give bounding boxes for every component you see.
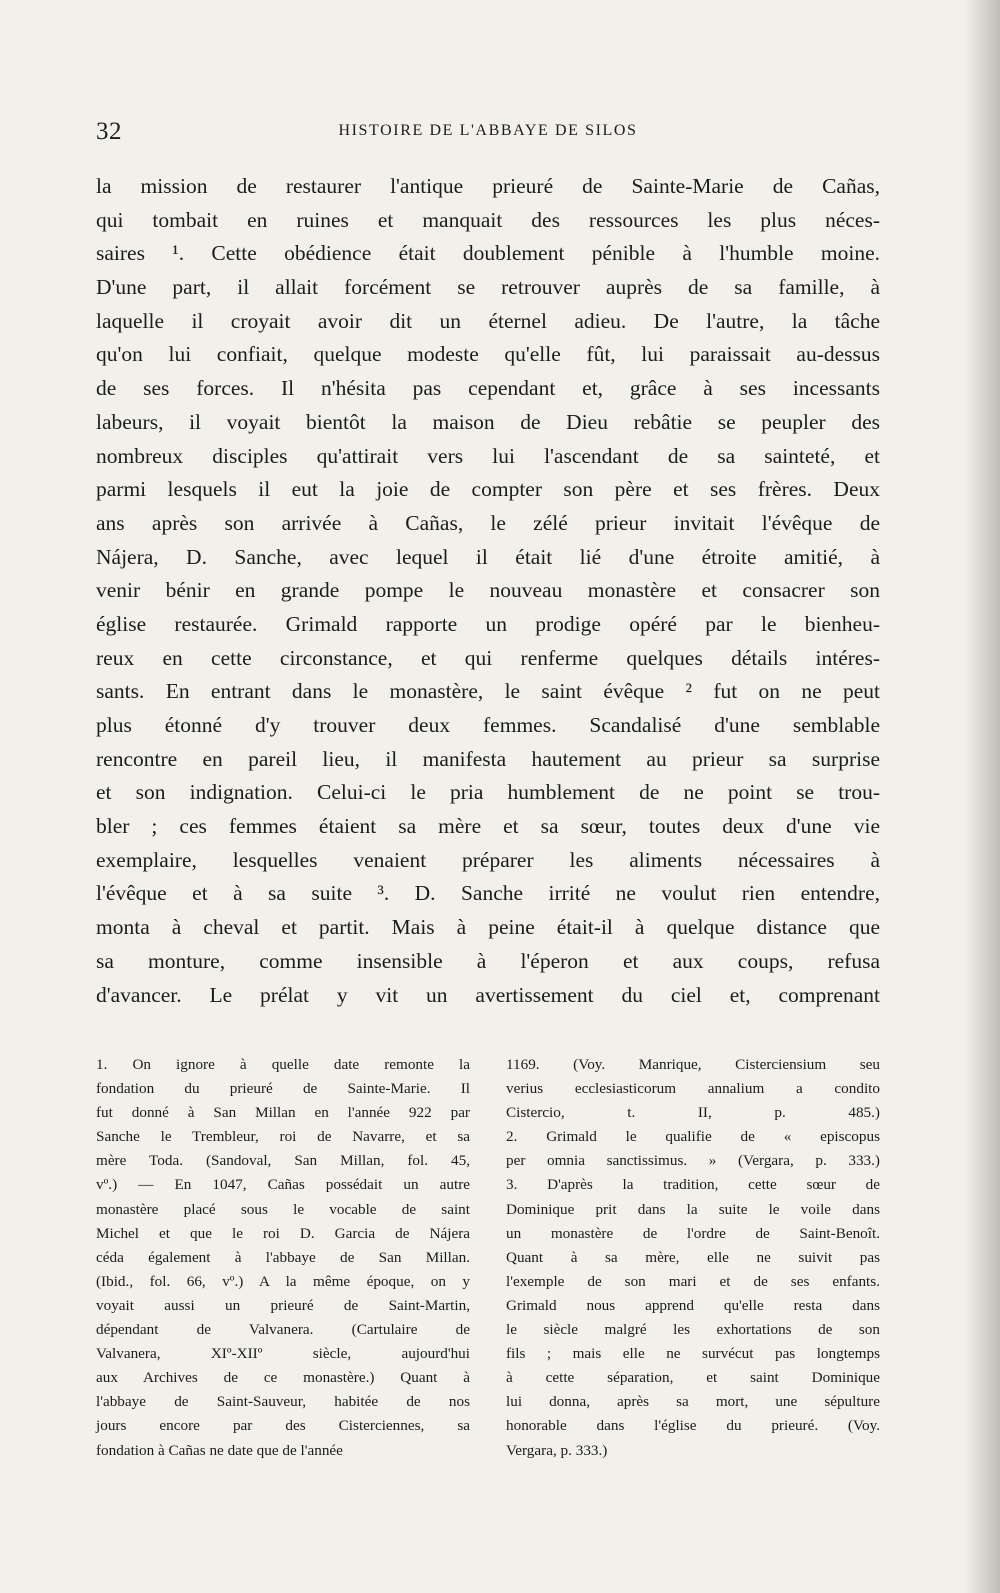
text-line: et son indignation. Celui-ci le pria humblement de ne point se trou- bbox=[96, 780, 880, 805]
footnote-line: l'exemple de son mari et de ses enfants. bbox=[506, 1272, 880, 1290]
text-line: église restaurée. Grimald rapporte un prodige opéré par le bienheu- bbox=[96, 611, 880, 636]
footnote-line: fondation à Cañas ne date que de l'année bbox=[96, 1441, 343, 1459]
footnotes-right-column bbox=[506, 1053, 880, 1463]
main-text bbox=[96, 170, 880, 1012]
page-number: 32 bbox=[96, 118, 122, 145]
running-header bbox=[96, 118, 880, 148]
footnote-line: lui donna, après sa mort, une sépulture bbox=[506, 1393, 880, 1411]
text-line: venir bénir en grande pompe le nouveau monastère et consacrer son bbox=[96, 578, 880, 603]
text-line: rencontre en pareil lieu, il manifesta hautement au prieur sa surprise bbox=[96, 746, 880, 771]
footnote-line: voyait aussi un prieuré de Saint-Martin, bbox=[96, 1296, 470, 1314]
text-line: nombreux disciples qu'attirait vers lui l'ascendant de sa sainteté, et bbox=[96, 443, 880, 468]
text-line: qui tombait en ruines et manquait des ressources les plus néces- bbox=[96, 207, 880, 232]
text-line: parmi lesquels il eut la joie de compter son père et ses frères. Deux bbox=[96, 477, 880, 502]
text-line: D'une part, il allait forcément se retrouver auprès de sa famille, à bbox=[96, 275, 880, 300]
footnote-line: fils ; mais elle ne survécut pas longtemps bbox=[506, 1345, 880, 1363]
footnote-line: per omnia sanctissimus. » (Vergara, p. 333.) bbox=[506, 1152, 880, 1170]
footnote-line: l'abbaye de Saint-Sauveur, habitée de nos bbox=[96, 1393, 470, 1411]
footnote-line: Sanche le Trembleur, roi de Navarre, et sa bbox=[96, 1128, 470, 1146]
footnote-line: le siècle malgré les exhortations de son bbox=[506, 1321, 880, 1339]
text-line: laquelle il croyait avoir dit un éternel adieu. De l'autre, la tâche bbox=[96, 308, 880, 333]
text-line: ans après son arrivée à Cañas, le zélé prieur invitait l'évêque de bbox=[96, 510, 880, 535]
footnote-line: honorable dans l'église du prieuré. (Voy. bbox=[506, 1417, 880, 1435]
footnote-line: 3. D'après la tradition, cette sœur de bbox=[506, 1176, 880, 1194]
text-line: de ses forces. Il n'hésita pas cependant et, grâce à ses incessants bbox=[96, 376, 880, 401]
text-line: labeurs, il voyait bientôt la maison de Dieu rebâtie se peupler des bbox=[96, 409, 880, 434]
footnote-line: à cette séparation, et saint Dominique bbox=[506, 1369, 880, 1387]
text-line: bler ; ces femmes étaient sa mère et sa sœur, toutes deux d'une vie bbox=[96, 814, 880, 839]
footnote-line: Grimald nous apprend qu'elle resta dans bbox=[506, 1296, 880, 1314]
text-line: sants. En entrant dans le monastère, le saint évêque ² fut on ne peut bbox=[96, 679, 880, 704]
text-line: sa monture, comme insensible à l'éperon et aux coups, refusa bbox=[96, 948, 880, 973]
footnote-line: (Ibid., fol. 66, vº.) A la même époque, on y bbox=[96, 1272, 470, 1290]
running-title: HISTOIRE DE L'ABBAYE DE SILOS bbox=[338, 122, 638, 139]
text-line: Nájera, D. Sanche, avec lequel il était lié d'une étroite amitié, à bbox=[96, 544, 880, 569]
footnote-line: Michel et que le roi D. Garcia de Nájera bbox=[96, 1224, 470, 1242]
footnote-line: 2. Grimald le qualifie de « episcopus bbox=[506, 1128, 880, 1146]
footnote-line: Quant à sa mère, elle ne suivit pas bbox=[506, 1248, 880, 1266]
text-line: la mission de restaurer l'antique prieuré de Sainte-Marie de Cañas, bbox=[96, 174, 880, 198]
footnote-line: dépendant de Valvanera. (Cartulaire de bbox=[96, 1321, 470, 1339]
text-line: l'évêque et à sa suite ³. D. Sanche irrité ne voulut rien entendre, bbox=[96, 881, 880, 906]
footnote-line: vº.) — En 1047, Cañas possédait un autre bbox=[96, 1176, 470, 1194]
text-line: exemplaire, lesquelles venaient préparer les aliments nécessaires à bbox=[96, 847, 880, 872]
footnote-line: Cistercio, t. II, p. 485.) bbox=[506, 1104, 880, 1122]
page-edge-shadow bbox=[964, 0, 1000, 1593]
footnote-line: Valvanera, XIº-XIIº siècle, aujourd'hui bbox=[96, 1345, 470, 1363]
footnote-line: céda également à l'abbaye de San Millan. bbox=[96, 1248, 470, 1266]
footnote-line: fondation du prieuré de Sainte-Marie. Il bbox=[96, 1080, 470, 1098]
text-line: d'avancer. Le prélat y vit un avertissement du ciel et, comprenant bbox=[96, 982, 880, 1007]
footnote-line: 1169. (Voy. Manrique, Cisterciensium seu bbox=[506, 1056, 880, 1073]
footnotes-left-column bbox=[96, 1053, 470, 1463]
footnote-line: un monastère de l'ordre de Saint-Benoît. bbox=[506, 1224, 880, 1242]
text-line: plus étonné d'y trouver deux femmes. Scandalisé d'une semblable bbox=[96, 713, 880, 737]
footnote-line: 1. On ignore à quelle date remonte la bbox=[96, 1056, 470, 1073]
footnote-line: aux Archives de ce monastère.) Quant à bbox=[96, 1369, 470, 1387]
footnote-line: Dominique prit dans la suite le voile dans bbox=[506, 1200, 880, 1218]
footnote-line: monastère placé sous le vocable de saint bbox=[96, 1200, 470, 1218]
text-line: monta à cheval et partit. Mais à peine était-il à quelque distance que bbox=[96, 915, 880, 940]
text-line: reux en cette circonstance, et qui renferme quelques détails intéres- bbox=[96, 645, 880, 670]
footnote-line: verius ecclesiasticorum annalium a condito bbox=[506, 1080, 880, 1098]
footnote-line: jours encore par des Cisterciennes, sa bbox=[96, 1417, 470, 1435]
footnote-line: mère Toda. (Sandoval, San Millan, fol. 45, bbox=[96, 1152, 470, 1170]
footnote-line: Vergara, p. 333.) bbox=[506, 1441, 608, 1459]
text-line: saires ¹. Cette obédience était doublement pénible à l'humble moine. bbox=[96, 241, 880, 266]
footnote-line: fut donné à San Millan en l'année 922 par bbox=[96, 1104, 470, 1122]
text-line: qu'on lui confiait, quelque modeste qu'elle fût, lui paraissait au-dessus bbox=[96, 342, 880, 367]
